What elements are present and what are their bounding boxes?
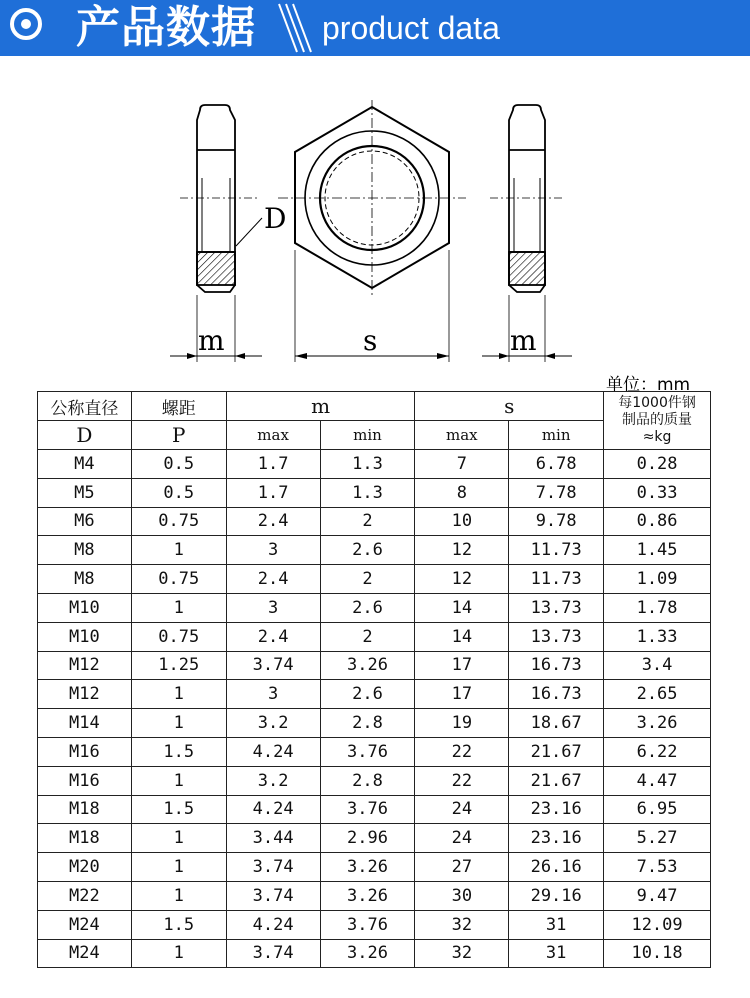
cell-p: 1 [131,536,226,565]
table-row [38,853,711,882]
table-row [38,593,711,622]
cell-mass: 4.47 [604,766,711,795]
cell-m-min: 2.96 [320,824,415,853]
cell-p: 1 [131,593,226,622]
cell-mass: 0.28 [604,450,711,479]
cell-s-min: 13.73 [509,622,604,651]
cell-p: 1 [131,709,226,738]
cell-m-min: 2 [320,507,415,536]
cell-s-max: 8 [415,478,509,507]
cell-s-min: 16.73 [509,680,604,709]
cell-mass: 0.86 [604,507,711,536]
table-row [38,622,711,651]
cell-p: 1.25 [131,651,226,680]
table-row [38,507,711,536]
cell-s-min: 29.16 [509,881,604,910]
cell-s-min: 21.67 [509,737,604,766]
table-row [38,766,711,795]
cell-m-max: 3 [226,536,320,565]
unit-label: 单位：mm [606,375,691,395]
cell-s-max: 14 [415,593,509,622]
table-row [38,737,711,766]
cell-s-max: 12 [415,536,509,565]
cell-p: 1.5 [131,910,226,939]
front-view [278,100,466,362]
cell-s-max: 22 [415,766,509,795]
cell-d: M20 [38,853,132,882]
cell-p: 0.75 [131,622,226,651]
cell-p: 1 [131,853,226,882]
cell-m-max: 2.4 [226,507,320,536]
cell-s-min: 11.73 [509,565,604,594]
header-mass: 每1000件钢 制品的质量 ≈kg [604,392,711,450]
cell-s-max: 19 [415,709,509,738]
cell-m-min: 2.6 [320,593,415,622]
cell-s-max: 30 [415,881,509,910]
cell-m-min: 3.76 [320,737,415,766]
cell-s-max: 32 [415,910,509,939]
target-circle-icon [10,8,42,40]
cell-s-min: 23.16 [509,795,604,824]
spec-table [37,391,711,968]
cell-d: M16 [38,737,132,766]
cell-s-max: 17 [415,680,509,709]
cell-m-min: 1.3 [320,450,415,479]
cell-mass: 12.09 [604,910,711,939]
cell-p: 1.5 [131,795,226,824]
cell-p: 1 [131,680,226,709]
cell-s-max: 32 [415,939,509,968]
header-m-max: max [226,421,320,450]
table-row [38,824,711,853]
cell-p: 0.5 [131,478,226,507]
header-s-group: s [415,392,604,421]
table-row [38,939,711,968]
cell-p: 0.5 [131,450,226,479]
cell-m-min: 1.3 [320,478,415,507]
cell-p: 0.75 [131,565,226,594]
cell-p: 1 [131,824,226,853]
table-row [38,680,711,709]
cell-m-min: 3.26 [320,651,415,680]
cell-m-min: 2.6 [320,680,415,709]
header-nominal-cn: 公称直径 [38,392,132,421]
cell-d: M10 [38,593,132,622]
cell-mass: 1.33 [604,622,711,651]
cell-d: M8 [38,536,132,565]
cell-d: M6 [38,507,132,536]
cell-m-max: 1.7 [226,478,320,507]
header-banner [0,0,750,56]
cell-m-min: 2.6 [320,536,415,565]
cell-mass: 1.09 [604,565,711,594]
table-row [38,881,711,910]
cell-s-max: 12 [415,565,509,594]
cell-mass: 9.47 [604,881,711,910]
cell-s-min: 13.73 [509,593,604,622]
cell-s-min: 18.67 [509,709,604,738]
page-subtitle: product data [322,10,500,46]
divider-slashes-icon [275,0,315,56]
cell-m-max: 3 [226,593,320,622]
label-m-left: m [198,324,225,357]
cell-p: 1 [131,939,226,968]
cell-m-min: 2 [320,565,415,594]
cell-p: 1 [131,881,226,910]
cell-d: M4 [38,450,132,479]
cell-p: 1.5 [131,737,226,766]
table-row [38,478,711,507]
cell-m-min: 3.26 [320,881,415,910]
cell-d: M10 [38,622,132,651]
cell-d: M12 [38,651,132,680]
cell-m-max: 3.2 [226,709,320,738]
cell-m-max: 2.4 [226,622,320,651]
cell-mass: 7.53 [604,853,711,882]
cell-d: M22 [38,881,132,910]
cell-m-max: 3.2 [226,766,320,795]
cell-s-max: 17 [415,651,509,680]
cell-m-min: 2.8 [320,766,415,795]
table-row [38,795,711,824]
cell-mass: 10.18 [604,939,711,968]
cell-d: M18 [38,795,132,824]
cell-s-min: 31 [509,910,604,939]
cell-s-min: 31 [509,939,604,968]
cell-m-max: 3.74 [226,651,320,680]
cell-d: M16 [38,766,132,795]
cell-mass: 0.33 [604,478,711,507]
cell-s-min: 11.73 [509,536,604,565]
cell-s-max: 14 [415,622,509,651]
cell-m-min: 3.26 [320,939,415,968]
cell-s-max: 24 [415,824,509,853]
cell-m-max: 2.4 [226,565,320,594]
cell-s-min: 23.16 [509,824,604,853]
header-pitch-sym: P [131,421,226,450]
cell-s-max: 22 [415,737,509,766]
cell-d: M18 [38,824,132,853]
cell-s-min: 9.78 [509,507,604,536]
header-m-min: min [320,421,415,450]
page-title: 产品数据 [76,2,256,53]
label-d: D [264,202,287,235]
cell-s-max: 10 [415,507,509,536]
cell-m-min: 3.26 [320,853,415,882]
cell-s-max: 7 [415,450,509,479]
cell-mass: 6.95 [604,795,711,824]
cell-s-min: 26.16 [509,853,604,882]
cell-s-min: 21.67 [509,766,604,795]
cell-d: M24 [38,939,132,968]
cell-m-max: 1.7 [226,450,320,479]
table-row [38,536,711,565]
cell-m-max: 3.44 [226,824,320,853]
cell-p: 1 [131,766,226,795]
cell-m-max: 4.24 [226,795,320,824]
nut-technical-drawing [0,56,750,376]
header-s-min: min [509,421,604,450]
cell-m-max: 3.74 [226,939,320,968]
cell-m-min: 3.76 [320,910,415,939]
cell-s-max: 24 [415,795,509,824]
cell-d: M24 [38,910,132,939]
header-m-group: m [226,392,415,421]
cell-d: M12 [38,680,132,709]
cell-s-max: 27 [415,853,509,882]
cell-m-max: 3.74 [226,853,320,882]
cell-mass: 2.65 [604,680,711,709]
cell-d: M8 [38,565,132,594]
cell-mass: 5.27 [604,824,711,853]
header-s-max: max [415,421,509,450]
cell-m-min: 2 [320,622,415,651]
cell-d: M5 [38,478,132,507]
spec-table-body [38,450,711,968]
table-row [38,565,711,594]
cell-d: M14 [38,709,132,738]
cell-m-min: 3.76 [320,795,415,824]
cell-p: 0.75 [131,507,226,536]
label-s: s [363,324,378,357]
cell-mass: 1.45 [604,536,711,565]
cell-s-min: 7.78 [509,478,604,507]
cell-s-min: 16.73 [509,651,604,680]
cell-s-min: 6.78 [509,450,604,479]
cell-mass: 3.26 [604,709,711,738]
header-pitch-cn: 螺距 [131,392,226,421]
header-nominal-sym: D [38,421,132,450]
table-row [38,651,711,680]
cell-m-min: 2.8 [320,709,415,738]
table-row [38,910,711,939]
table-row [38,450,711,479]
label-m-right: m [510,324,537,357]
cell-m-max: 3 [226,680,320,709]
cell-m-max: 4.24 [226,737,320,766]
cell-mass: 1.78 [604,593,711,622]
table-row [38,709,711,738]
cell-mass: 3.4 [604,651,711,680]
cell-m-max: 4.24 [226,910,320,939]
cell-mass: 6.22 [604,737,711,766]
cell-m-max: 3.74 [226,881,320,910]
